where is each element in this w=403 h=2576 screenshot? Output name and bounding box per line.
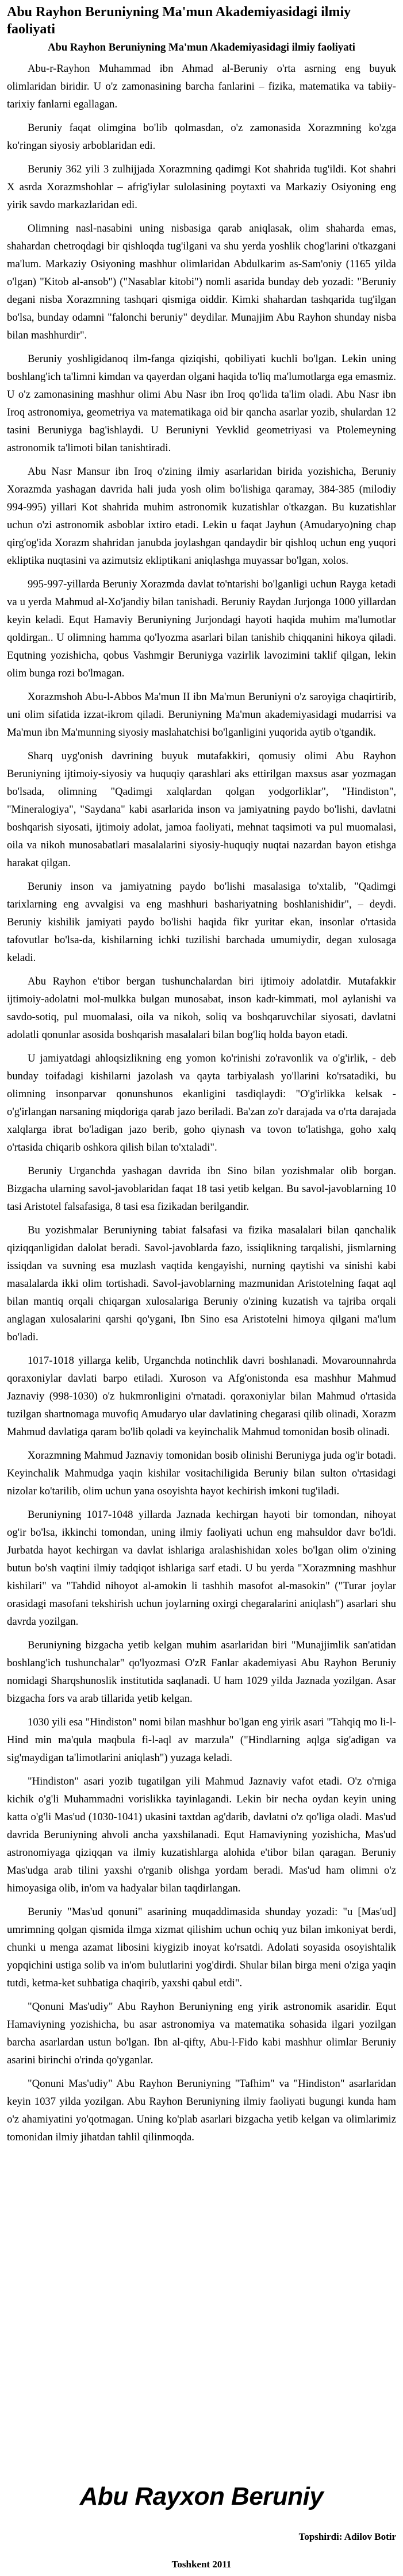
body-paragraph: Abu Nasr Mansur ibn Iroq o'zining ilmiy asarlaridan birida yozishicha, Beruniy Xorazmda yashagan davrida hali juda yosh olim bo'lishiga qaramay, 384-385 (milodiy 994-995) yillari Kot shahrida muhim astronomik kuzatishlar o'tkazgan. Bu kuzatishlar uchun o'zi astronomik asboblar ixtiro etadi. Lekin u faqat Jayhun (Amudaryo)ning chap qirg'og'ida Xorazm shahridan janubda joylashgan qandaydir bir qishloq uchun eng yuqori ekliptika nuqtasini va azimutsiz ekliptikani aniqlashga muyassar bo'lgan, xolos. [7, 466, 396, 567]
body-paragraph: Beruniy faqat olimgina bo'lib qolmasdan, o'z zamonasida Xorazmning ko'zga ko'ringan siyosiy arboblaridan edi. [7, 122, 396, 152]
body-paragraph: Abu Rayhon e'tibor bergan tushunchalardan biri ijtimoiy adolatdir. Mutafakkir ijtimoiy-adolatni mol-mulkka bulgan munosabat, inson kadr-kimmati, mol aylanishi va savdo-sotiq, pul muomalasi, oila va nikoh, soliq va boshqaruvchilar siyosati, davlatni adolatli qonunlar asosida boshqarish masalalari bilan bog'liq holda bayon etadi. [7, 975, 396, 1041]
body-paragraph: Beruniy 362 yili 3 zulhijjada Xorazmning qadimgi Kot shahrida tug'ildi. Kot shahri X asrda Xorazmshohlar – afrig'iylar sulolasining poytaxti va Markaziy Osiyoning eng yirik savdo markazlaridan edi. [7, 163, 396, 211]
body-paragraph: Sharq uyg'onish davrining buyuk mutafakkiri, qomusiy olimi Abu Rayhon Beruniyning ijtimoiy-siyosiy va huquqiy qarashlari aks ettirilgan maxsus asar yozmagan bo'lsada, olimning "Qadimgi xalqlardan qolgan yodgorliklar", "Hindiston", "Mineralogiya", "Saydana" kabi asarlarida inson va jamiyatning paydo bo'lishi, davlatni boshqarish siyosati, ijtimoiy adolat, jamoa faoliyati, mehnat taqsimoti va pul muomalasi, oila va nikoh munosabatlari masalalarini siyosiy-huquqiy nuqtai nazardan bayon etishga harakat qilgan. [7, 750, 396, 869]
body-paragraph: Bu yozishmalar Beruniyning tabiat falsafasi va fizika masalalari bilan qanchalik qiziqqanligidan dalolat beradi. Savol-javoblarda fazo, issiqlikning tarqalishi, jismlarning issiqdan va suvning esa muzlash vaqtida kengayishi, nurning qaytishi va sinishi kabi masalalarda ikki olim tortishadi. Savol-javoblarning mazmunidan Aristotelning faqat aql bilan mantiq orqali chiqargan xulosalariga Beruniy o'zining kuzatish va tajriba orqali anglagan xulosalarini qarshi qo'ygani, Ibn Sino esa Aristotelni himoya qilgani ma'lum bo'ladi. [7, 1224, 396, 1343]
place-and-year: Toshkent 2011 [171, 2559, 232, 2570]
body-paragraph: Xorazmning Mahmud Jaznaviy tomonidan bosib olinishi Beruniyga juda og'ir botadi. Keyinchalik Mahmudga yaqin kishilar vositachiligida Beruniy bilan sulton o'rtasidagi nizolar ko'tarilib, olim uchun yana osoyishta hayot kechirish imkoni tug'iladi. [7, 1450, 396, 1497]
document-footer [0, 2471, 403, 2575]
body-paragraph: U jamiyatdagi ahloqsizlikning eng yomon ko'rinishi zo'ravonlik va o'g'irlik, - deb bunday toifadagi kishilarni jazolash va qayta tarbiyalash yo'llarini ko'rsatadiki, bu olimning insonparvar qonunshunos ekanligini tasdiqlaydi: "O'g'irlikka kelsak - o'g'irlangan narsaning miqdoriga qarab jazo beriladi. Ba'zan zo'r darajada va o'rta darajada xalqlarga ibrat bo'ladigan jazo berib, goho qiynash va tovon to'latishga, goho xalq o'rtasida chiqarib oshkora qilish bilan to'xtaladi". [7, 1052, 396, 1154]
body-paragraph: Beruniy Urganchda yashagan davrida ibn Sino bilan yozishmalar olib borgan. Bizgacha ularning savol-javoblaridan faqat 18 tasi yetib kelgan. Bu savol-javoblarning 10 tasi Aristotel falsafasiga, 8 tasi esa fizikadan berilgandir. [7, 1165, 396, 1213]
submitted-by: Topshirdi: Adilov Botir [298, 2531, 396, 2542]
body-paragraph: 995-997-yillarda Beruniy Xorazmda davlat to'ntarishi bo'lganligi uchun Rayga ketadi va u yerda Mahmud al-Xo'jandiy bilan tanishadi. Beruniy Raydan Jurjonga 1000 yillardan keyin keladi. Equt Hamaviy Beruniyning Jurjondagi hayoti haqida muhim ma'lumotlar qoldirgan.. U olimning hamma qo'lyozma asarlari bilan tanishib chiqqanini hikoya qiladi. Equtning yozishicha, qobus Vashmgir Beruniyga vazirlik lavozimini taklif qilgan, lekin olim bunga rozi bo'lmagan. [7, 578, 396, 679]
body-paragraph: Abu-r-Rayhon Muhammad ibn Ahmad al-Beruniy o'rta asrning eng buyuk olimlaridan biridir. U o'z zamonasining barcha fanlarini – fizika, matematika va tabiiy-tarixiy fanlarni egallagan. [7, 63, 396, 110]
body-paragraph: Beruniy inson va jamiyatning paydo bo'lishi masalasiga to'xtalib, "Qadimgi tarixlarning eng avvalgisi va eng mashhuri bashariyatning boshlanishidir", – deydi. Beruniy kishilik jamiyati paydo bo'lishi haqida fikr yuritar ekan, insonlar o'rtasida tafovutlar bo'lsa-da, kishilarning ichki tuzilishi barchada umumiydir, degan xulosaga keladi. [7, 881, 396, 964]
body-paragraph: Beruniy "Mas'ud qonuni" asarining muqaddimasida shunday yozadi: "u [Mas'ud] umrimning qolgan qismida ilmga xizmat qilishim uchun ochiq yuz bilan imkoniyat berdi, chunki u menga azamat libosini kiygizib inoyat ko'rsatdi. Adolati soyasida osoyishtalik yopqichini ustiga solib va in'om bulutlarini yog'dirdi. Shular bilan birga meni o'ziga yaqin tutdi, ketma-ket suhbatiga chaqirib, yaxshi qabul etdi". [7, 1906, 396, 1989]
body-paragraph: "Qonuni Mas'udiy" Abu Rayhon Beruniyning eng yirik astronomik asaridir. Equt Hamaviyning yozishicha, bu asar astronomiya va matematika sohasida ilgari yozilgan barcha asarlardan ustun bo'lgan. Ibn al-qifty, Abu-l-Fido kabi mashhur olimlar Beruniy asarini birinchi o'rinda qo'yganlar. [7, 2001, 396, 2066]
body-paragraph: "Hindiston" asari yozib tugatilgan yili Mahmud Jaznaviy vafot etadi. O'z o'rniga kichik o'g'li Muhammadni vorislikka tayinlagandi. Lekin bir necha oydan keyin uning katta o'g'li Mas'ud (1030-1041) ukasini taxtdan ag'darib, davlatni o'z qo'liga oladi. Mas'ud davrida Beruniyning ahvoli ancha yaxshilanadi. Equt Hamaviyning yozishicha, Mas'ud astronomiyaga qiziqqan va ilmiy kuzatishlarga alohida e'tibor bilan qaragan. Beruniy Mas'udga arab tilini yaxshi o'rganib olishga yordam beradi. Mas'ud ham olimni o'z himoyasiga olib, in'om va hadyalar bilan taqdirlangan. [7, 1775, 396, 1894]
body-paragraph: Beruniyning 1017-1048 yillarda Jaznada kechirgan hayoti bir tomondan, nihoyat og'ir bo'lsa, ikkinchi tomondan, uning ilmiy faoliyati uchun eng mahsuldor davr bo'ldi. Jurbatda hayot kechirgan va davlat ishlariga aralashishidan xoles bo'lgan olim o'zining butun bo'sh vaqtini ilmiy tadqiqot ishlariga sarf etadi. U bu yerda "Xorazmning mashhur kishilari" va "Tahdid nihoyot al-amokin li tashhih masofot al-masokin" ("Turar joylar orasidagi masofani tekshirish uchun joylarning oxirgi chegaralarini aniqlash") asarlari shu davrda yozilgan. [7, 1509, 396, 1628]
body-paragraph: Beruniy yoshligidanoq ilm-fanga qiziqishi, qobiliyati kuchli bo'lgan. Lekin uning boshlang'ich ta'limni kimdan va qayerdan olgani haqida to'liq ma'lumotlarga ega emasmiz. U o'z zamonasining mashhur olimi Abu Nasr ibn Iroq qo'lida ta'lim oladi. Abu Nasr ibn Iroq astronomiya, geometriya va matematikaga oid bir qancha asarlar yozib, shulardan 12 tasini Beruniyga bag'ishlaydi. U Beruniyni Yevklid geometriyasi va Ptolemeyning astronomik ta'limoti bilan tanishtiradi. [7, 353, 396, 454]
body-paragraph: Beruniyning bizgacha yetib kelgan muhim asarlaridan biri "Munajjimlik san'atidan boshlang'ich tushunchalar" qo'lyozmasi O'zR Fanlar akademiyasi Abu Rayhon Beruniy nomidagi Sharqshunoslik institutida saqlanadi. U ham 1029 yilda Jaznada yozilgan. Asar bizgacha fors va arab tillarida yetib kelgan. [7, 1639, 396, 1705]
body-paragraph: 1017-1018 yillarga kelib, Urganchda notinchlik davri boshlanadi. Movarounnahrda qoraxoniylar davlati barpo etiladi. Xuroson va Afg'onistonda esa mashhur Mahmud Jaznaviy (998-1030) o'z hukmronligini o'rnatadi. qoraxoniylar bilan Mahmud o'rtasida tuzilgan shartnomaga muvofiq Amudaryo ular davlatining chegarasi qilib olinadi, Xorazm Mahmud davlatiga qaram bo'lib qoladi va keyinchalik Mahmud tomonidan bosib olinadi. [7, 1355, 396, 1438]
page-subtitle: Abu Rayhon Beruniyning Ma'mun Akademiyasidagi ilmiy faoliyati [48, 41, 355, 53]
page-title: Abu Rayhon Beruniyning Ma'mun Akademiyasidagi ilmiy faoliyati [7, 5, 351, 37]
body-paragraph: Olimning nasl-nasabini uning nisbasiga qarab aniqlasak, olim shaharda emas, shahardan chetroqdagi bir qishloqda tug'ilgani va shu yerda yoshlik chog'larini o'tkazgani ma'lum. Markaziy Osiyoning mashhur olimlaridan Abdulkarim as-Sam'oniy (1165 yilda o'lgan) "Kitob al-ansob") ("Nasablar kitobi") nomli asarida bunday deb yozadi: "Beruniy degani nisba Xorazmning tashqari qismiga oiddir. Kimki shahardan tashqarida tug'ilgan bo'lsa, bunday odamni "falonchi beruniy" deydilar. Munajjim Abu Rayhon shunday nisba bilan mashhurdir". [7, 222, 396, 341]
body-paragraph: "Qonuni Mas'udiy" Abu Rayhon Beruniyning "Tafhim" va "Hindiston" asarlaridan keyin 1037 yilda yozilgan. Abu Rayhon Beruniyning ilmiy faoliyati bugungi kunda ham o'z ahamiyatini yo'qotmagan. Uning ko'plab asarlari bizgacha yetib kelgan va olimlarimiz tomonidan ilmiy jihatdan tahlil qilinmoqda. [7, 2078, 396, 2143]
decorative-author-name: Abu Rayxon Beruniy [79, 2482, 324, 2510]
body-paragraph: Xorazmshoh Abu-l-Abbos Ma'mun II ibn Ma'mun Beruniyni o'z saroyiga chaqirtirib, uni olim sifatida izzat-ikrom qiladi. Beruniyning Ma'mun akademiyasidagi mudarrisi va Ma'mun ibn Ma'munning siyosiy maslahatchisi bo'lganligini yuqorida aytib o'tgandik. [7, 691, 396, 739]
body-paragraph: 1030 yili esa "Hindiston" nomi bilan mashhur bo'lgan eng yirik asari "Tahqiq mo li-l-Hind min ma'qula maqbula fi-l-aql av marzula" ("Hindlarning aqlga sig'adigan va sig'maydigan ta'limotlarini aniqlash") yuzaga keladi. [7, 1716, 396, 1764]
